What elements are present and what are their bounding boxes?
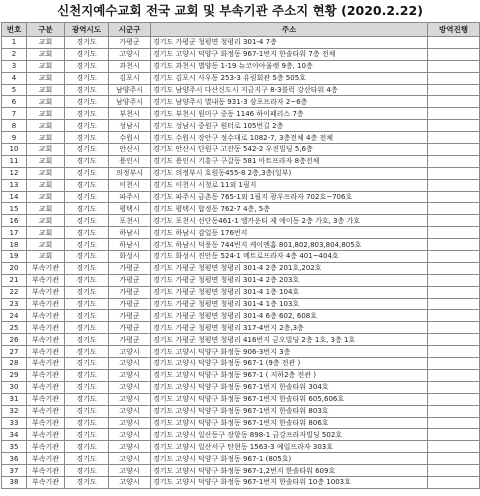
cell-address: 경기도 용인시 기흥구 구갈동 581 아트프라자 8층전체	[151, 155, 428, 167]
cell-number: 24	[2, 310, 27, 322]
cell-number: 33	[2, 417, 27, 429]
cell-address: 경기도 가평군 청평면 청평리 301-4 1층 104호	[151, 286, 428, 298]
cell-type: 교회	[27, 227, 65, 239]
cell-number: 36	[2, 453, 27, 465]
cell-number: 21	[2, 274, 27, 286]
cell-province: 경기도	[65, 298, 109, 310]
cell-province: 경기도	[65, 274, 109, 286]
cell-disinfection	[428, 465, 480, 477]
cell-province: 경기도	[65, 191, 109, 203]
cell-type: 부속기관	[27, 274, 65, 286]
cell-disinfection	[428, 441, 480, 453]
table-row	[2, 203, 480, 215]
cell-address: 경기도 고양시 덕양구 화정동 967-1,2번지 한솔타워 609호	[151, 465, 428, 477]
cell-address: 경기도 가평군 청평면 청평리 301-4 1층 103호	[151, 298, 428, 310]
cell-province: 경기도	[65, 155, 109, 167]
cell-number: 35	[2, 441, 27, 453]
table-row	[2, 322, 480, 334]
cell-disinfection	[428, 96, 480, 108]
cell-province: 경기도	[65, 167, 109, 179]
cell-type: 교회	[27, 84, 65, 96]
cell-type: 부속기관	[27, 453, 65, 465]
cell-disinfection	[428, 144, 480, 156]
cell-city: 고양시	[109, 453, 151, 465]
table-row	[2, 298, 480, 310]
cell-disinfection	[428, 251, 480, 263]
cell-city: 고양시	[109, 405, 151, 417]
cell-address: 경기도 안산시 단원구 고잔동 542-2 우진빌딩 5,6층	[151, 144, 428, 156]
cell-address: 경기도 김포시 사우동 253-3 유림회관 5층 505호	[151, 72, 428, 84]
table-row	[2, 108, 480, 120]
cell-disinfection	[428, 476, 480, 488]
cell-number: 1	[2, 37, 27, 49]
cell-address: 경기도 남양주시 다산신도시 지금지구 8-3블럭 강산타워 4층	[151, 84, 428, 96]
cell-disinfection	[428, 369, 480, 381]
cell-disinfection	[428, 334, 480, 346]
cell-type: 교회	[27, 37, 65, 49]
cell-type: 교회	[27, 167, 65, 179]
cell-address: 경기도 가평군 청평면 청평리 301-4 6층 602, 608호	[151, 310, 428, 322]
cell-address: 경기도 남양주시 별내동 931-3 삼포프라자 2~6층	[151, 96, 428, 108]
cell-address: 경기도 가평군 청평면 청평리 301-4 7층	[151, 37, 428, 49]
cell-disinfection	[428, 132, 480, 144]
cell-number: 2	[2, 48, 27, 60]
cell-type: 교회	[27, 239, 65, 251]
cell-type: 부속기관	[27, 334, 65, 346]
cell-number: 16	[2, 215, 27, 227]
cell-province: 경기도	[65, 37, 109, 49]
cell-city: 가평군	[109, 262, 151, 274]
cell-city: 고양시	[109, 465, 151, 477]
cell-number: 9	[2, 132, 27, 144]
table-row	[2, 369, 480, 381]
cell-number: 38	[2, 476, 27, 488]
cell-city: 고양시	[109, 417, 151, 429]
cell-disinfection	[428, 60, 480, 72]
cell-type: 교회	[27, 48, 65, 60]
cell-number: 10	[2, 144, 27, 156]
header-address: 주소	[151, 23, 428, 37]
cell-city: 화성시	[109, 251, 151, 263]
cell-city: 고양시	[109, 381, 151, 393]
cell-city: 남양주시	[109, 84, 151, 96]
cell-number: 6	[2, 96, 27, 108]
table-row	[2, 48, 480, 60]
cell-province: 경기도	[65, 227, 109, 239]
cell-disinfection	[428, 108, 480, 120]
cell-type: 교회	[27, 191, 65, 203]
cell-address: 경기도 이천시 시청로 11외 1필지	[151, 179, 428, 191]
cell-number: 22	[2, 286, 27, 298]
header-disinfection: 방역진행	[428, 23, 480, 37]
table-row	[2, 251, 480, 263]
cell-type: 교회	[27, 108, 65, 120]
cell-province: 경기도	[65, 286, 109, 298]
cell-number: 19	[2, 251, 27, 263]
cell-number: 23	[2, 298, 27, 310]
cell-city: 고양시	[109, 393, 151, 405]
cell-number: 37	[2, 465, 27, 477]
cell-disinfection	[428, 48, 480, 60]
cell-province: 경기도	[65, 120, 109, 132]
header-type: 구분	[27, 23, 65, 37]
cell-address: 경기도 성남시 중원구 원터로 105번길 2층	[151, 120, 428, 132]
cell-province: 경기도	[65, 358, 109, 370]
cell-disinfection	[428, 381, 480, 393]
cell-address: 경기도 가평군 청평면 청평리 301-4 2층 203호	[151, 274, 428, 286]
cell-city: 가평군	[109, 310, 151, 322]
cell-disinfection	[428, 120, 480, 132]
cell-city: 가평군	[109, 322, 151, 334]
cell-city: 하남시	[109, 227, 151, 239]
cell-province: 경기도	[65, 48, 109, 60]
cell-disinfection	[428, 358, 480, 370]
cell-disinfection	[428, 322, 480, 334]
cell-number: 3	[2, 60, 27, 72]
cell-address: 경기도 부천시 원미구 중동 1146 하이페리스 7층	[151, 108, 428, 120]
cell-city: 평택시	[109, 203, 151, 215]
header-city: 시군구	[109, 23, 151, 37]
cell-province: 경기도	[65, 393, 109, 405]
table-row	[2, 417, 480, 429]
table-row	[2, 239, 480, 251]
table-row	[2, 346, 480, 358]
cell-address: 경기도 수원시 장안구 정수대로 1082-7, 3층전체 4층 전체	[151, 132, 428, 144]
cell-type: 부속기관	[27, 393, 65, 405]
cell-address: 경기도 의정부시 호원동455-8 2층,3층(일부)	[151, 167, 428, 179]
cell-province: 경기도	[65, 417, 109, 429]
cell-province: 경기도	[65, 72, 109, 84]
cell-province: 경기도	[65, 179, 109, 191]
cell-type: 부속기관	[27, 358, 65, 370]
table-row	[2, 37, 480, 49]
table-row	[2, 179, 480, 191]
page-title: 신천지예수교회 전국 교회 및 부속기관 주소지 현황 (2020.2.22)	[57, 3, 423, 18]
cell-disinfection	[428, 37, 480, 49]
cell-disinfection	[428, 274, 480, 286]
cell-disinfection	[428, 239, 480, 251]
cell-province: 경기도	[65, 476, 109, 488]
table-row	[2, 262, 480, 274]
cell-number: 5	[2, 84, 27, 96]
cell-province: 경기도	[65, 465, 109, 477]
table-row	[2, 286, 480, 298]
cell-address: 경기도 파주시 금촌동 765-1외 1필지 광우프라자 702호~706호	[151, 191, 428, 203]
table-row	[2, 310, 480, 322]
cell-disinfection	[428, 203, 480, 215]
cell-province: 경기도	[65, 239, 109, 251]
cell-type: 부속기관	[27, 298, 65, 310]
cell-address: 경기도 가평군 청평면 청평리 301-4 2층 201호,202호	[151, 262, 428, 274]
cell-number: 4	[2, 72, 27, 84]
table-row	[2, 358, 480, 370]
cell-type: 교회	[27, 251, 65, 263]
cell-type: 부속기관	[27, 346, 65, 358]
cell-province: 경기도	[65, 369, 109, 381]
cell-address: 경기도 고양시 덕양구 화정동 967-1 (9층 전관 )	[151, 358, 428, 370]
cell-province: 경기도	[65, 405, 109, 417]
cell-address: 경기도 고양시 일산서구 탄현동 1563-3 예일프라자 303호	[151, 441, 428, 453]
cell-province: 경기도	[65, 60, 109, 72]
cell-city: 고양시	[109, 346, 151, 358]
table-row	[2, 465, 480, 477]
cell-address: 경기도 가평군 청평면 청평리 317-4번지 2층,3층	[151, 322, 428, 334]
cell-number: 31	[2, 393, 27, 405]
cell-province: 경기도	[65, 346, 109, 358]
cell-disinfection	[428, 346, 480, 358]
cell-province: 경기도	[65, 441, 109, 453]
cell-disinfection	[428, 179, 480, 191]
cell-address: 경기도 고양시 덕양구 화정동 967-1번지 한솔타워 7층 전체	[151, 48, 428, 60]
cell-address: 경기도 고양시 덕양구 화정동 967-1번지 한솔타워 806호	[151, 417, 428, 429]
cell-disinfection	[428, 453, 480, 465]
cell-type: 교회	[27, 60, 65, 72]
cell-type: 교회	[27, 144, 65, 156]
cell-disinfection	[428, 262, 480, 274]
cell-number: 27	[2, 346, 27, 358]
cell-address: 경기도 평택시 합정동 762-7 4층, 5층	[151, 203, 428, 215]
cell-address: 경기도 과천시 별양동 1-19 뉴코아아울렛 9층, 10층	[151, 60, 428, 72]
cell-number: 7	[2, 108, 27, 120]
cell-disinfection	[428, 310, 480, 322]
cell-number: 13	[2, 179, 27, 191]
cell-city: 가평군	[109, 334, 151, 346]
cell-address: 경기도 고양시 덕양구 화정동 967-1번지 한솔타워 304호	[151, 381, 428, 393]
cell-number: 14	[2, 191, 27, 203]
cell-number: 20	[2, 262, 27, 274]
table-row	[2, 96, 480, 108]
cell-disinfection	[428, 393, 480, 405]
cell-city: 용인시	[109, 155, 151, 167]
cell-type: 부속기관	[27, 286, 65, 298]
cell-number: 8	[2, 120, 27, 132]
cell-province: 경기도	[65, 215, 109, 227]
cell-type: 부속기관	[27, 429, 65, 441]
cell-number: 18	[2, 239, 27, 251]
cell-city: 포천시	[109, 215, 151, 227]
cell-number: 11	[2, 155, 27, 167]
cell-type: 교회	[27, 215, 65, 227]
cell-address: 경기도 화성시 진안동 524-1 메트로프라자 4층 401~404호	[151, 251, 428, 263]
table-row	[2, 441, 480, 453]
cell-type: 부속기관	[27, 417, 65, 429]
cell-disinfection	[428, 417, 480, 429]
cell-number: 29	[2, 369, 27, 381]
cell-province: 경기도	[65, 84, 109, 96]
cell-number: 30	[2, 381, 27, 393]
cell-address: 경기도 고양시 일산동구 장항동 898-1 금강프라자빌딩 502호	[151, 429, 428, 441]
cell-province: 경기도	[65, 96, 109, 108]
cell-city: 고양시	[109, 358, 151, 370]
table-row	[2, 144, 480, 156]
table-row	[2, 393, 480, 405]
cell-address: 경기도 고양시 덕양구 화정동 967-1 (805호)	[151, 453, 428, 465]
cell-type: 부속기관	[27, 381, 65, 393]
cell-type: 부속기관	[27, 262, 65, 274]
table-row	[2, 476, 480, 488]
cell-address: 경기도 고양시 덕양구 화정동 906-3번지 3층	[151, 346, 428, 358]
cell-city: 의정부시	[109, 167, 151, 179]
cell-type: 부속기관	[27, 405, 65, 417]
cell-province: 경기도	[65, 334, 109, 346]
cell-type: 교회	[27, 96, 65, 108]
header-number: 번호	[2, 23, 27, 37]
cell-disinfection	[428, 72, 480, 84]
cell-number: 25	[2, 322, 27, 334]
cell-type: 교회	[27, 203, 65, 215]
table-row	[2, 167, 480, 179]
cell-disinfection	[428, 298, 480, 310]
cell-city: 남양주시	[109, 96, 151, 108]
cell-type: 부속기관	[27, 369, 65, 381]
cell-city: 하남시	[109, 239, 151, 251]
cell-city: 과천시	[109, 60, 151, 72]
cell-type: 교회	[27, 132, 65, 144]
cell-number: 34	[2, 429, 27, 441]
cell-city: 고양시	[109, 441, 151, 453]
cell-disinfection	[428, 191, 480, 203]
cell-disinfection	[428, 286, 480, 298]
cell-disinfection	[428, 227, 480, 239]
cell-type: 교회	[27, 155, 65, 167]
cell-type: 교회	[27, 179, 65, 191]
cell-province: 경기도	[65, 322, 109, 334]
table-header-row	[2, 23, 480, 37]
table-row	[2, 381, 480, 393]
table-row	[2, 453, 480, 465]
cell-disinfection	[428, 405, 480, 417]
cell-city: 고양시	[109, 48, 151, 60]
cell-city: 고양시	[109, 476, 151, 488]
table-row	[2, 334, 480, 346]
cell-address: 경기도 고양시 덕양구 화정동 967-1번지 한솔타워 803호	[151, 405, 428, 417]
table-row	[2, 191, 480, 203]
cell-number: 12	[2, 167, 27, 179]
cell-type: 부속기관	[27, 322, 65, 334]
cell-city: 성남시	[109, 120, 151, 132]
address-table	[1, 22, 480, 489]
cell-type: 부속기관	[27, 310, 65, 322]
cell-city: 고양시	[109, 429, 151, 441]
cell-address: 경기도 고양시 덕양구 화정동 967-1번지 한솔타워 10층 1003호	[151, 476, 428, 488]
cell-number: 17	[2, 227, 27, 239]
table-row	[2, 429, 480, 441]
cell-number: 26	[2, 334, 27, 346]
cell-disinfection	[428, 155, 480, 167]
cell-city: 김포시	[109, 72, 151, 84]
cell-province: 경기도	[65, 310, 109, 322]
cell-city: 고양시	[109, 369, 151, 381]
table-row	[2, 215, 480, 227]
table-row	[2, 72, 480, 84]
cell-number: 28	[2, 358, 27, 370]
cell-type: 부속기관	[27, 441, 65, 453]
cell-type: 교회	[27, 120, 65, 132]
cell-city: 가평군	[109, 298, 151, 310]
table-row	[2, 60, 480, 72]
table-row	[2, 84, 480, 96]
cell-type: 부속기관	[27, 476, 65, 488]
table-row	[2, 274, 480, 286]
cell-address: 경기도 포천시 선단동461-1 엘카운티 제 에이동 2층 가호, 3층 가호	[151, 215, 428, 227]
cell-type: 부속기관	[27, 465, 65, 477]
cell-city: 가평군	[109, 37, 151, 49]
cell-province: 경기도	[65, 262, 109, 274]
cell-city: 가평군	[109, 274, 151, 286]
table-row	[2, 155, 480, 167]
header-province: 광역시도	[65, 23, 109, 37]
cell-disinfection	[428, 429, 480, 441]
cell-city: 안산시	[109, 144, 151, 156]
cell-type: 교회	[27, 72, 65, 84]
cell-city: 가평군	[109, 286, 151, 298]
cell-province: 경기도	[65, 429, 109, 441]
cell-province: 경기도	[65, 132, 109, 144]
cell-province: 경기도	[65, 108, 109, 120]
cell-city: 이천시	[109, 179, 151, 191]
cell-disinfection	[428, 215, 480, 227]
cell-city: 수원시	[109, 132, 151, 144]
table-body	[2, 37, 480, 489]
table-row	[2, 120, 480, 132]
cell-city: 파주시	[109, 191, 151, 203]
cell-province: 경기도	[65, 251, 109, 263]
cell-disinfection	[428, 167, 480, 179]
cell-number: 15	[2, 203, 27, 215]
cell-number: 32	[2, 405, 27, 417]
cell-province: 경기도	[65, 144, 109, 156]
cell-address: 경기도 고양시 덕양구 화정동 967-1 ( 지하2층 전관 )	[151, 369, 428, 381]
table-row	[2, 405, 480, 417]
cell-province: 경기도	[65, 203, 109, 215]
cell-province: 경기도	[65, 381, 109, 393]
cell-province: 경기도	[65, 453, 109, 465]
cell-disinfection	[428, 84, 480, 96]
cell-address: 경기도 고양시 덕양구 화정동 967-1번지 한솔타워 605,606호	[151, 393, 428, 405]
cell-city: 부천시	[109, 108, 151, 120]
cell-address: 경기도 가평군 청평면 청평리 416번지 금오빌딩 2층 1호, 3층 1호	[151, 334, 428, 346]
table-row	[2, 132, 480, 144]
table-row	[2, 227, 480, 239]
cell-address: 경기도 하남시 감일동 176번지	[151, 227, 428, 239]
cell-address: 경기도 하남시 덕풍동 744번지 케이엔홈 801,802,803,804,805호	[151, 239, 428, 251]
